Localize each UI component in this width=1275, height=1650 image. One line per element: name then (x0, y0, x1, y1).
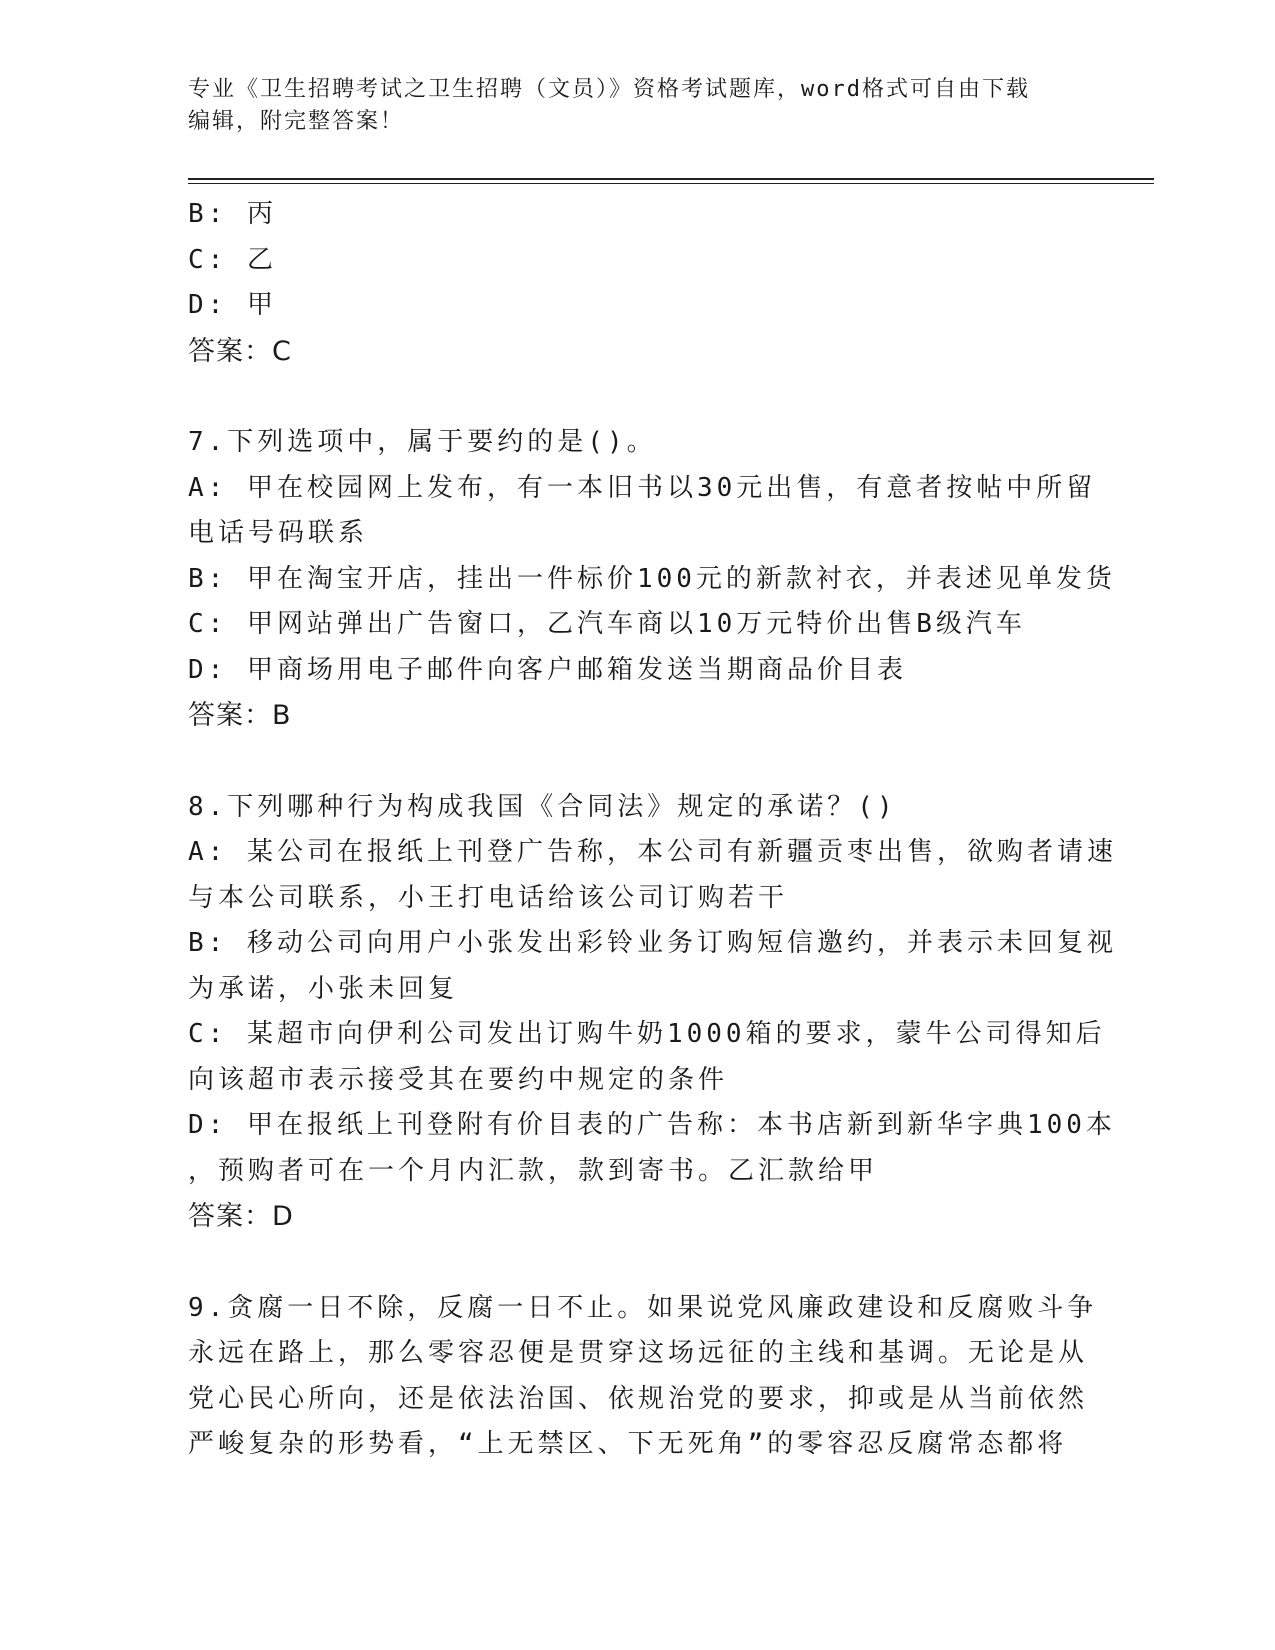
question-9 (188, 1286, 1098, 1468)
option-a: A: 甲在校园网上发布，有一本旧书以30元出售，有意者按帖中所留 (188, 472, 1097, 503)
option-a-continued: 与本公司联系，小王打电话给该公司订购若干 (188, 882, 789, 913)
answer-line: 答案：C (188, 335, 292, 367)
option-c: C: 甲网站弹出广告窗口，乙汽车商以10万元特价出售B级汽车 (188, 609, 1026, 639)
option-b-continued: 为承诺，小张未回复 (188, 973, 459, 1004)
option-c-continued: 向该超市表示接受其在要约中规定的条件 (188, 1064, 729, 1095)
question-stem-continued: 永远在路上，那么零容忍便是贯穿这场远征的主线和基调。无论是从 (188, 1338, 1089, 1368)
answer-line: 答案：D (188, 1201, 294, 1232)
option-c: C: 某超市向伊利公司发出订购牛奶1000箱的要求，蒙牛公司得知后 (188, 1019, 1106, 1049)
question-stem: 7.下列选项中，属于要约的是()。 (188, 427, 657, 457)
header-line-2: 编辑，附完整答案！ (188, 109, 405, 134)
option-d-continued: ，预购者可在一个月内汇款，款到寄书。乙汇款给甲 (188, 1155, 879, 1186)
spacer (188, 739, 1088, 785)
spacer (188, 1240, 1088, 1286)
option-d: D: 甲 (188, 290, 277, 320)
option-d: D: 甲在报纸上刊登附有价目表的广告称：本书店新到新华字典100本 (188, 1110, 1116, 1140)
option-b: B: 移动公司向用户小张发出彩铃业务订购短信邀约，并表示未回复视 (188, 928, 1117, 958)
question-stem-continued: 严峻复杂的形势看，“上无禁区、下无死角”的零容忍反腐常态都将 (188, 1429, 1068, 1459)
option-b: B: 甲在淘宝开店，挂出一件标价100元的新款衬衣，并表述见单发货 (188, 563, 1116, 594)
option-c: C: 乙 (188, 244, 277, 275)
document-header (188, 74, 1068, 138)
question-7 (188, 420, 1116, 739)
question-stem-continued: 党心民心所向，还是依法治国、依规治党的要求，抑或是从当前依然 (188, 1383, 1089, 1414)
answer-line: 答案：B (188, 700, 292, 731)
question-stem: 8.下列哪种行为构成我国《合同法》规定的承诺？() (188, 791, 897, 822)
spacer (188, 374, 1088, 420)
option-a-continued: 电话号码联系 (188, 518, 369, 548)
option-a: A: 某公司在报纸上刊登广告称，本公司有新疆贡枣出售，欲购者请速 (188, 837, 1117, 867)
document-body (188, 192, 1117, 1468)
option-b: B: 丙 (188, 199, 277, 229)
question-6-tail (188, 192, 1088, 374)
header-rule-thin (188, 183, 1154, 184)
header-rule-thick (188, 178, 1154, 180)
header-line-1: 专业《卫生招聘考试之卫生招聘（文员）》资格考试题库，word格式可自由下载 (188, 77, 1030, 102)
question-8 (188, 785, 1117, 1240)
option-d: D: 甲商场用电子邮件向客户邮箱发送当期商品价目表 (188, 654, 907, 685)
question-stem: 9.贪腐一日不除，反腐一日不止。如果说党风廉政建设和反腐败斗争 (188, 1292, 1098, 1323)
